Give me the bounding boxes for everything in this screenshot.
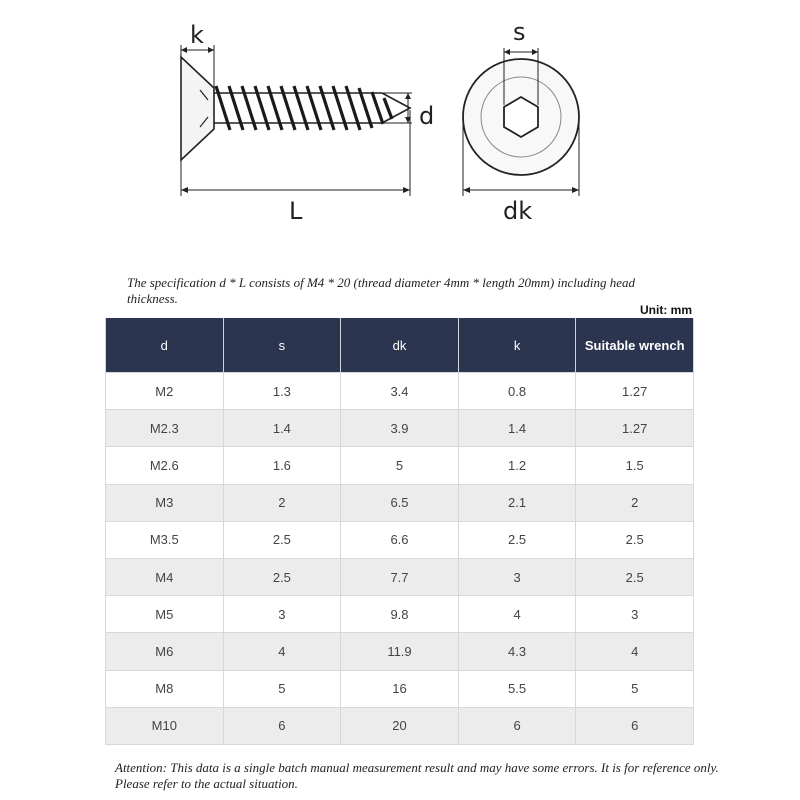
table-cell: 1.27 bbox=[576, 410, 694, 447]
table-cell: 1.4 bbox=[458, 410, 576, 447]
table-cell: 1.6 bbox=[223, 447, 341, 484]
table-row bbox=[106, 596, 694, 633]
column-header-k: k bbox=[458, 318, 576, 373]
screw-side-view bbox=[181, 45, 412, 196]
table-cell: 5 bbox=[341, 447, 459, 484]
table-cell: 2 bbox=[576, 484, 694, 521]
table-row bbox=[106, 707, 694, 744]
column-header-suitable-wrench: Suitable wrench bbox=[576, 318, 694, 373]
table-cell: 4.3 bbox=[458, 633, 576, 670]
table-cell: 4 bbox=[223, 633, 341, 670]
table-header-row bbox=[106, 318, 694, 373]
screw-head-top-view bbox=[463, 48, 579, 196]
specification-table bbox=[105, 318, 694, 745]
table-cell: 4 bbox=[458, 596, 576, 633]
table-cell: M3.5 bbox=[106, 521, 224, 558]
table-cell: 4 bbox=[576, 633, 694, 670]
screw-dimension-diagram bbox=[0, 0, 800, 250]
table-cell: 2.5 bbox=[223, 521, 341, 558]
table-row bbox=[106, 447, 694, 484]
table-cell: 1.2 bbox=[458, 447, 576, 484]
table-row bbox=[106, 670, 694, 707]
table-cell: M8 bbox=[106, 670, 224, 707]
table-cell: 3 bbox=[576, 596, 694, 633]
table-row bbox=[106, 521, 694, 558]
table-cell: M2.6 bbox=[106, 447, 224, 484]
table-cell: 5 bbox=[223, 670, 341, 707]
table-cell: 1.5 bbox=[576, 447, 694, 484]
dim-label-dk: dk bbox=[503, 197, 533, 225]
dim-label-L: L bbox=[289, 197, 303, 225]
attention-note: Attention: This data is a single batch manual measurement result and may have some errors. It is for reference only. Please refer to the actual situation. bbox=[115, 760, 719, 791]
unit-label: Unit: mm bbox=[640, 303, 692, 317]
table-cell: 6 bbox=[223, 707, 341, 744]
table-body bbox=[106, 373, 694, 745]
table-cell: 3 bbox=[223, 596, 341, 633]
table-cell: 0.8 bbox=[458, 373, 576, 410]
table-cell: M10 bbox=[106, 707, 224, 744]
dim-label-s: s bbox=[513, 18, 526, 46]
table-cell: 6 bbox=[576, 707, 694, 744]
table-cell: 2.5 bbox=[576, 521, 694, 558]
table-cell: 2.5 bbox=[458, 521, 576, 558]
table-cell: 3 bbox=[458, 558, 576, 595]
dim-label-k: k bbox=[190, 21, 204, 49]
column-header-d: d bbox=[106, 318, 224, 373]
table-row bbox=[106, 410, 694, 447]
table-row bbox=[106, 633, 694, 670]
table-cell: 11.9 bbox=[341, 633, 459, 670]
table-cell: 2.5 bbox=[576, 558, 694, 595]
table-cell: M6 bbox=[106, 633, 224, 670]
table-cell: 1.4 bbox=[223, 410, 341, 447]
table-row bbox=[106, 484, 694, 521]
table-cell: 2 bbox=[223, 484, 341, 521]
table-cell: 6 bbox=[458, 707, 576, 744]
table-cell: 3.4 bbox=[341, 373, 459, 410]
table-cell: 3.9 bbox=[341, 410, 459, 447]
table-cell: M2 bbox=[106, 373, 224, 410]
table-cell: M5 bbox=[106, 596, 224, 633]
table-cell: 2.5 bbox=[223, 558, 341, 595]
table-cell: 9.8 bbox=[341, 596, 459, 633]
table-cell: 6.6 bbox=[341, 521, 459, 558]
table-cell: 2.1 bbox=[458, 484, 576, 521]
table-cell: M2.3 bbox=[106, 410, 224, 447]
table-row bbox=[106, 558, 694, 595]
table-cell: 6.5 bbox=[341, 484, 459, 521]
table-cell: 7.7 bbox=[341, 558, 459, 595]
specification-note: The specification d * L consists of M4 * 20 (thread diameter 4mm * length 20mm) including head thickness. bbox=[127, 275, 636, 306]
column-header-dk: dk bbox=[341, 318, 459, 373]
table-cell: M4 bbox=[106, 558, 224, 595]
table-cell: 5.5 bbox=[458, 670, 576, 707]
table-cell: 1.27 bbox=[576, 373, 694, 410]
table-cell: 20 bbox=[341, 707, 459, 744]
column-header-s: s bbox=[223, 318, 341, 373]
table-cell: M3 bbox=[106, 484, 224, 521]
dim-label-d: d bbox=[419, 102, 435, 130]
table-cell: 5 bbox=[576, 670, 694, 707]
table-cell: 16 bbox=[341, 670, 459, 707]
table-row bbox=[106, 373, 694, 410]
table-cell: 1.3 bbox=[223, 373, 341, 410]
